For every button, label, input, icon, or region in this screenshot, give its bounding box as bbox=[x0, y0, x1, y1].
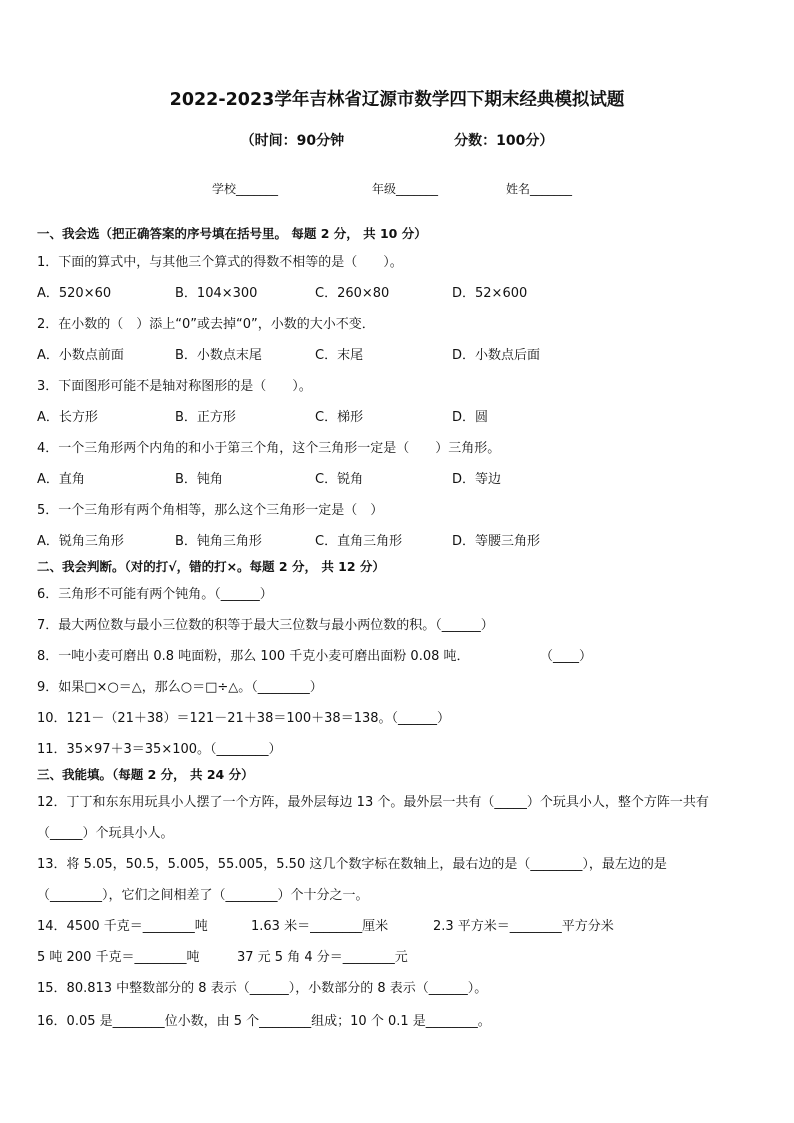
time-label: （时间：90分钟 bbox=[240, 133, 345, 149]
q14-part-a: 14．4500 千克＝________吨 bbox=[37, 919, 208, 934]
question-9: 9．如果□×○＝△，那么○＝□÷△。（________） bbox=[37, 680, 323, 695]
q1-option-c[interactable]: C．260×80 bbox=[315, 286, 390, 301]
q14-part-c: 2.3 平方米＝________平方分米 bbox=[433, 919, 614, 934]
q5-option-d[interactable]: D．等腰三角形 bbox=[452, 534, 541, 549]
q14-part-d: 5 吨 200 千克＝________吨 bbox=[37, 950, 200, 965]
question-2-options bbox=[37, 344, 777, 362]
question-5-stem: 5．一个三角形有两个角相等，那么这个三角形一定是（ ） bbox=[37, 503, 384, 518]
question-5-options bbox=[37, 530, 777, 548]
q4-option-b[interactable]: B．钝角 bbox=[175, 472, 223, 487]
q5-option-a[interactable]: A．锐角三角形 bbox=[37, 534, 124, 549]
question-13-line-1: 13．将 5.05，50.5，5.005，55.005，5.50 这几个数字标在数轴上，最右边的是（________），最左边的是 bbox=[37, 857, 667, 872]
question-3-stem: 3．下面图形可能不是轴对称图形的是（ ）。 bbox=[37, 379, 312, 394]
exam-subtitle bbox=[0, 130, 794, 150]
question-1-options bbox=[37, 282, 777, 300]
q1-option-a[interactable]: A．520×60 bbox=[37, 286, 112, 301]
question-3-options bbox=[37, 406, 777, 424]
question-1-stem: 1．下面的算式中，与其他三个算式的得数不相等的是（ ）。 bbox=[37, 255, 403, 270]
q2-option-c[interactable]: C．末尾 bbox=[315, 348, 364, 363]
question-16: 16．0.05 是________位小数，由 5 个________组成；10 个 0.1 是________。 bbox=[37, 1014, 491, 1029]
q14-part-e: 37 元 5 角 4 分＝________元 bbox=[237, 950, 408, 965]
q5-option-b[interactable]: B．钝角三角形 bbox=[175, 534, 262, 549]
question-8: 8．一吨小麦可磨出 0.8 吨面粉，那么 100 千克小麦可磨出面粉 0.08 吨． bbox=[37, 649, 470, 664]
q3-option-c[interactable]: C．梯形 bbox=[315, 410, 364, 425]
grade-field[interactable]: 年级_______ bbox=[372, 182, 439, 196]
q4-option-d[interactable]: D．等边 bbox=[452, 472, 502, 487]
question-12-line-1: 12．丁丁和东东用玩具小人摆了一个方阵，最外层每边 13 个。最外层一共有（_____）个玩具小人，整个方阵一共有 bbox=[37, 795, 709, 810]
q2-option-b[interactable]: B．小数点末尾 bbox=[175, 348, 262, 363]
question-4-options bbox=[37, 468, 777, 486]
q14-part-b: 1.63 米＝________厘米 bbox=[251, 919, 389, 934]
q2-option-a[interactable]: A．小数点前面 bbox=[37, 348, 124, 363]
question-12-line-2: （_____）个玩具小人。 bbox=[37, 826, 174, 841]
question-14-row-1 bbox=[37, 915, 777, 933]
name-field[interactable]: 姓名_______ bbox=[506, 182, 573, 196]
question-4-stem: 4．一个三角形两个内角的和小于第三个角，这个三角形一定是（ ）三角形。 bbox=[37, 441, 501, 456]
question-14-row-2 bbox=[37, 946, 777, 964]
question-11: 11．35×97＋3＝35×100。（________） bbox=[37, 742, 282, 757]
question-15: 15．80.813 中整数部分的 8 表示（______），小数部分的 8 表示（______）。 bbox=[37, 981, 488, 996]
q3-option-b[interactable]: B．正方形 bbox=[175, 410, 236, 425]
question-13-line-2: （________），它们之间相差了（________）个十分之一。 bbox=[37, 888, 369, 903]
score-label: 分数：100分） bbox=[454, 133, 554, 149]
question-6: 6．三角形不可能有两个钝角。（______） bbox=[37, 587, 273, 602]
q1-option-b[interactable]: B．104×300 bbox=[175, 286, 258, 301]
q4-option-c[interactable]: C．锐角 bbox=[315, 472, 364, 487]
q3-option-a[interactable]: A．长方形 bbox=[37, 410, 98, 425]
section-heading-judge: 二、我会判断。（对的打√，错的打×。每题 2 分， 共 12 分） bbox=[37, 559, 385, 574]
q2-option-d[interactable]: D．小数点后面 bbox=[452, 348, 541, 363]
exam-title: 2022-2023学年吉林省辽源市数学四下期末经典模拟试题 bbox=[169, 90, 625, 110]
q5-option-c[interactable]: C．直角三角形 bbox=[315, 534, 403, 549]
section-heading-choice: 一、我会选（把正确答案的序号填在括号里。 每题 2 分， 共 10 分） bbox=[37, 226, 427, 241]
question-10: 10．121－（21＋38）＝121－21＋38＝100＋38＝138。（______） bbox=[37, 711, 451, 726]
question-8-blank[interactable]: （____） bbox=[540, 649, 593, 664]
q1-option-d[interactable]: D．52×600 bbox=[452, 286, 528, 301]
question-7: 7．最大两位数与最小三位数的积等于最大三位数与最小两位数的积。（______） bbox=[37, 618, 494, 633]
section-heading-fill: 三、我能填。（每题 2 分， 共 24 分） bbox=[37, 767, 254, 782]
q3-option-d[interactable]: D．圆 bbox=[452, 410, 489, 425]
question-2-stem: 2．在小数的（ ）添上“0”或去掉“0”，小数的大小不变． bbox=[37, 317, 375, 332]
q4-option-a[interactable]: A．直角 bbox=[37, 472, 85, 487]
school-field[interactable]: 学校_______ bbox=[212, 182, 279, 196]
